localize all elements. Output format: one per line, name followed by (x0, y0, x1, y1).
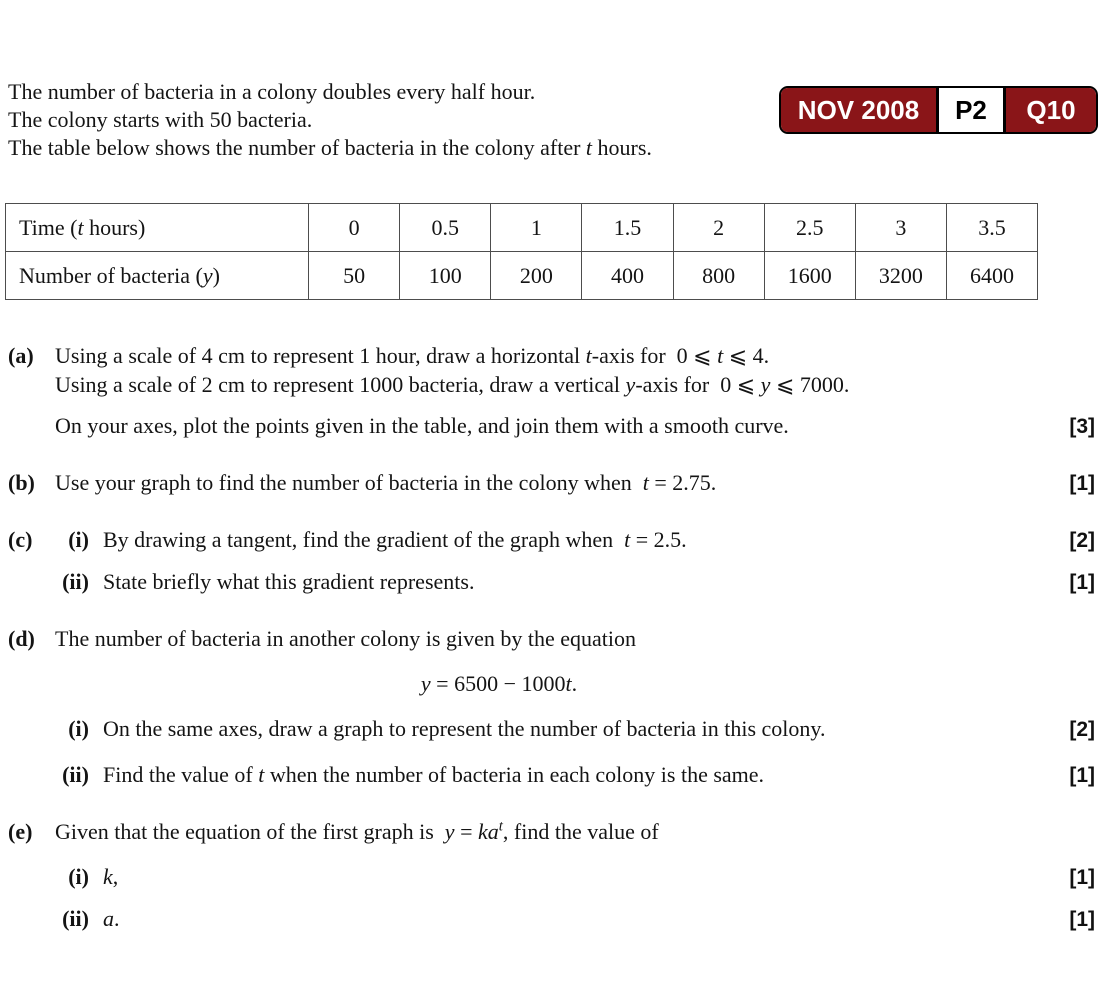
part-label: (a) (8, 343, 34, 368)
value-cell: 3.5 (946, 204, 1037, 252)
marks-label: [3] (1069, 415, 1095, 438)
question-header-badge (779, 86, 1098, 134)
subpart-label: (i) (68, 716, 89, 741)
text-segment: . (571, 671, 578, 696)
text-segment: = 6500 − 1000 (430, 671, 566, 696)
text-segment: The number of bacteria in another colony is given by the equation (55, 626, 636, 651)
marks-label: [2] (1069, 718, 1095, 741)
part-label: (b) (8, 470, 35, 495)
exam-question-page (0, 78, 1100, 1002)
text-segment: . (114, 906, 120, 931)
value-cell: 200 (491, 252, 582, 300)
value-cell: 3 (855, 204, 946, 252)
question-text (55, 468, 716, 497)
paper-badge: P2 (936, 88, 1006, 132)
text-segment: hours. (592, 135, 652, 160)
text-segment: t (77, 214, 84, 240)
question-line (8, 370, 1095, 399)
marks-label: [1] (1069, 866, 1095, 889)
question-line (8, 624, 1095, 653)
text-segment: Use your graph to find the number of bacteria in the colony when (55, 470, 643, 495)
table-row (6, 252, 1038, 300)
value-cell: 3200 (855, 252, 946, 300)
text-segment: t (717, 343, 724, 368)
text-segment: t (585, 343, 592, 368)
question-line (8, 468, 1095, 498)
text-segment: t (258, 762, 265, 787)
question-line (8, 341, 1095, 370)
row-label-cell (6, 204, 309, 252)
text-segment: On the same axes, draw a graph to represent the number of bacteria in this colony. (103, 716, 826, 741)
question-line (8, 411, 1095, 441)
value-cell: 50 (309, 252, 400, 300)
subpart-label: (i) (68, 864, 89, 889)
subpart-label: (ii) (62, 762, 89, 787)
marks-label: [2] (1069, 529, 1095, 552)
question-text (103, 567, 474, 596)
text-segment: t (498, 818, 503, 835)
text-segment: t (642, 470, 649, 495)
part-label: (d) (8, 626, 35, 651)
text-segment: , find the value of (502, 819, 659, 844)
question-parts (8, 341, 1095, 934)
question-text (103, 862, 118, 891)
value-cell: 800 (673, 252, 764, 300)
value-cell: 1.5 (582, 204, 673, 252)
text-segment: Using a scale of 4 cm to represent 1 hour, draw a horizontal (55, 343, 586, 368)
text-segment: Given that the equation of the first graph is (55, 819, 445, 844)
equation-text (8, 669, 1095, 698)
question-text (103, 904, 120, 933)
subpart-label: (i) (68, 527, 89, 552)
text-segment: The table below shows the number of bacteria in the colony after (8, 135, 586, 160)
text-segment: ⩽ 4. (723, 343, 770, 368)
question-text (55, 411, 789, 440)
text-segment: t (585, 135, 593, 160)
marks-label: [1] (1069, 908, 1095, 931)
subpart-label: (ii) (62, 569, 89, 594)
text-segment: On your axes, plot the points given in the table, and join them with a smooth curve. (55, 413, 789, 438)
value-cell: 2.5 (764, 204, 855, 252)
question-line (8, 817, 1095, 846)
marks-label: [1] (1069, 764, 1095, 787)
value-cell: 400 (582, 252, 673, 300)
question-line (8, 904, 1095, 934)
value-cell: 2 (673, 204, 764, 252)
session-badge: NOV 2008 (781, 88, 936, 132)
question-text (55, 370, 849, 399)
text-segment: Using a scale of 2 cm to represent 1000 bacteria, draw a vertical (55, 372, 626, 397)
value-cell: 1 (491, 204, 582, 252)
marks-label: [1] (1069, 472, 1095, 495)
text-segment: y (420, 671, 431, 696)
text-segment: y (625, 372, 636, 397)
intro-line (8, 134, 1095, 162)
question-line (8, 669, 1095, 698)
value-cell: 6400 (946, 252, 1037, 300)
marks-label: [1] (1069, 571, 1095, 594)
text-segment: ⩽ 7000. (770, 372, 850, 397)
question-text (103, 525, 687, 554)
part-label: (e) (8, 819, 33, 844)
question-text (103, 760, 764, 789)
text-segment: = 2.75. (648, 470, 717, 495)
text-segment: By drawing a tangent, find the gradient of the graph when (103, 527, 625, 552)
text-segment: , (112, 864, 119, 889)
question-line (8, 525, 1095, 555)
value-cell: 0.5 (400, 204, 491, 252)
text-segment: Find the value of (103, 762, 259, 787)
text-segment: = (454, 819, 478, 844)
question-line (8, 567, 1095, 597)
part-label: (c) (8, 527, 33, 552)
text-segment: The number of bacteria in a colony doubles every half hour. (8, 79, 536, 104)
question-line (8, 862, 1095, 892)
subpart-label: (ii) (62, 906, 89, 931)
row-label-cell (6, 252, 309, 300)
text-segment: a (103, 906, 114, 931)
text-segment: t (624, 527, 631, 552)
value-cell: 100 (400, 252, 491, 300)
text-segment: y (444, 819, 455, 844)
table-row (6, 204, 1038, 252)
text-segment: State briefly what this gradient represents. (103, 569, 475, 594)
question-text (103, 714, 826, 743)
text-segment: -axis for 0 ⩽ (591, 343, 718, 368)
question-text (55, 341, 769, 370)
value-cell: 1600 (764, 252, 855, 300)
text-segment: Time ( (19, 214, 78, 240)
question-text (55, 624, 636, 653)
text-segment: hours) (83, 214, 146, 240)
question-line (8, 760, 1095, 790)
question-text (55, 817, 659, 846)
value-cell: 0 (309, 204, 400, 252)
text-segment: = 2.5. (630, 527, 687, 552)
question-line (8, 714, 1095, 744)
text-segment: Number of bacteria ( (19, 262, 203, 288)
text-segment: when the number of bacteria in each colony is the same. (264, 762, 765, 787)
text-segment: ) (212, 262, 220, 288)
text-segment: ka (477, 819, 499, 844)
text-segment: -axis for 0 ⩽ (635, 372, 761, 397)
text-segment: The colony starts with 50 bacteria. (8, 107, 313, 132)
question-number-badge: Q10 (1006, 88, 1096, 132)
text-segment: y (202, 262, 213, 288)
bacteria-table (5, 203, 1038, 300)
text-segment: k (103, 864, 113, 889)
text-segment: y (760, 372, 771, 397)
text-segment: t (565, 671, 572, 696)
